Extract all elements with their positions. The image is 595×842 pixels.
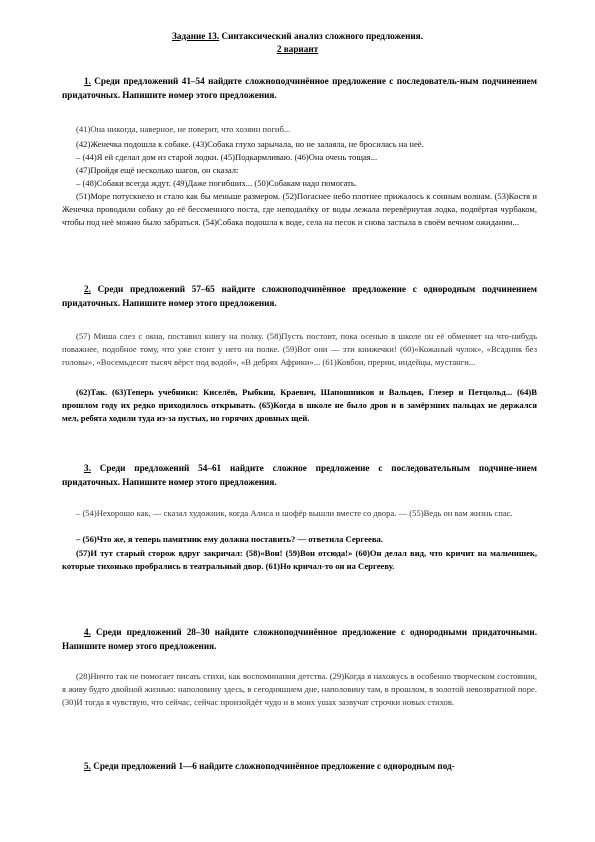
question-3-number: 3.	[84, 463, 91, 473]
question-1	[62, 75, 537, 102]
q3-text-plain: – (54)Нехорошо как, — сказал художник, когда Алиса и шофёр вышли вместе со двора. — (55)Ведь он вам жизнь спас.	[76, 508, 513, 518]
question-2	[62, 283, 537, 310]
q1-line-48: – (48)Собаки всегда ждут. (49)Даже погибших... (50)Собакам надо помогать.	[76, 178, 357, 188]
question-2-number: 2.	[84, 284, 91, 294]
question-5	[62, 760, 537, 774]
q2-text-plain: (57) Миша слез с окна, поставил книгу на полку. (58)Пусть постоит, пока осенью в школе он её обменяет на что-нибудь поважнее, подобное тому, что уже стоит у него на полке. (59)Вот они — эти книжечки! (60)«Кожаный чулок», «Всадник без головы», «Восемьдесят тысяч вёрст под водой», «В дебрях Африки»... (61)Ковбои, прерии, индейцы, мустанги...	[62, 331, 537, 367]
q1-line-47: (47)Пройдя ещё несколько шагов, он сказал:	[76, 165, 239, 175]
task-label: Задание 13.	[172, 31, 220, 41]
question-4-text: Среди предложений 28–30 найдите сложноподчинённое предложение с однородными придаточными. Напишите номер этого предложения.	[62, 627, 538, 651]
question-1-text: Среди предложений 41–54 найдите сложноподчинённое предложение с последователь-ным подчинением придаточных. Напишите номер этого предложения.	[62, 76, 537, 100]
task-title: Синтаксический анализ сложного предложения.	[221, 31, 423, 41]
variant-heading	[0, 43, 595, 55]
q3-text-bold-2: (57)И тут старый сторож вдруг закричал: (58)«Вон! (59)Вон отсюда!» (60)Он делал вид, что кричит на мальчишек, которые тихонько пробрались в театральный двор. (61)Но кричал-то он на Сергееву.	[62, 548, 537, 571]
q2-text-bold: (62)Так. (63)Теперь учебники: Киселёв, Рыбкин, Краевич, Шапошников и Вальцев, Глезер и Петцольд... (64)В прошлом году их редко приходилось открывать. (65)Когда в школе не было дров и в замёрзших пальцах не держался мел, ребята ходили туда из-за пустых, но горячих дровных щей.	[62, 387, 537, 423]
question-4-number: 4.	[84, 627, 91, 637]
q1-text-block	[62, 123, 537, 136]
question-1-number: 1.	[84, 76, 91, 86]
question-5-number: 5.	[84, 761, 91, 771]
task-heading	[0, 30, 595, 42]
q4-text-plain: (28)Ничто так не помогает писать стихи, как воспоминания детства. (29)Когда я нахожусь в особенно творческом состоянии, я живу будто двойной жизнью: наполовину здесь, в сегодняшнем дне, наполовину там, в прошлом, в золотой невозвратной поре. (30)И тогда я чувствую, что сейчас, сейчас произойдёт чудо и в моих ушах зазвучат строчки новых стихов.	[62, 671, 537, 707]
question-3-text: Среди предложений 54–61 найдите сложное предложение с последовательным подчине-нием придаточных. Напишите номер этого предложения.	[62, 463, 538, 487]
question-2-text: Среди предложений 57–65 найдите сложноподчинённое предложение с однородным подчинением придаточных. Напишите номер этого предложения.	[62, 284, 538, 308]
q3-text-bold-1: – (56)Что же, я теперь памятник ему должна поставить? — ответила Сергеева.	[76, 534, 383, 544]
q1-line-44: – (44)Я ей сделал дом из старой лодки. (45)Подкармливаю. (46)Она очень тощая...	[76, 152, 378, 162]
q1-text-block-2	[62, 138, 537, 190]
question-3	[62, 462, 537, 489]
q1-line-42: (42)Женечка подошла к собаке. (43)Собака глухо зарычала, но не залаяла, не бросилась на неё.	[76, 139, 424, 149]
q1-line-51: (51)Море потускнело и стало как бы меньше размером. (52)Погаснее небо плотнее прижалось к сонным волнам. (53)Костя и Женечка проводили собаку до её бессменного поста, где неподалёку от воды лежала перевёрнутая лодка, подпёртая чурбаком, чтобы под неё можно было забраться. (54)Собака подошла к воде, села на песок и снова застыла в своём вечном ожидании...	[62, 191, 537, 227]
question-4	[62, 626, 537, 653]
variant-label: 2 вариант	[276, 44, 319, 54]
question-5-text: Среди предложений 1—6 найдите сложноподчинённое предложение с однородным под-	[93, 761, 455, 771]
q1-line-41: (41)Она никогда, наверное, не поверит, что хозяин погиб...	[76, 124, 291, 134]
